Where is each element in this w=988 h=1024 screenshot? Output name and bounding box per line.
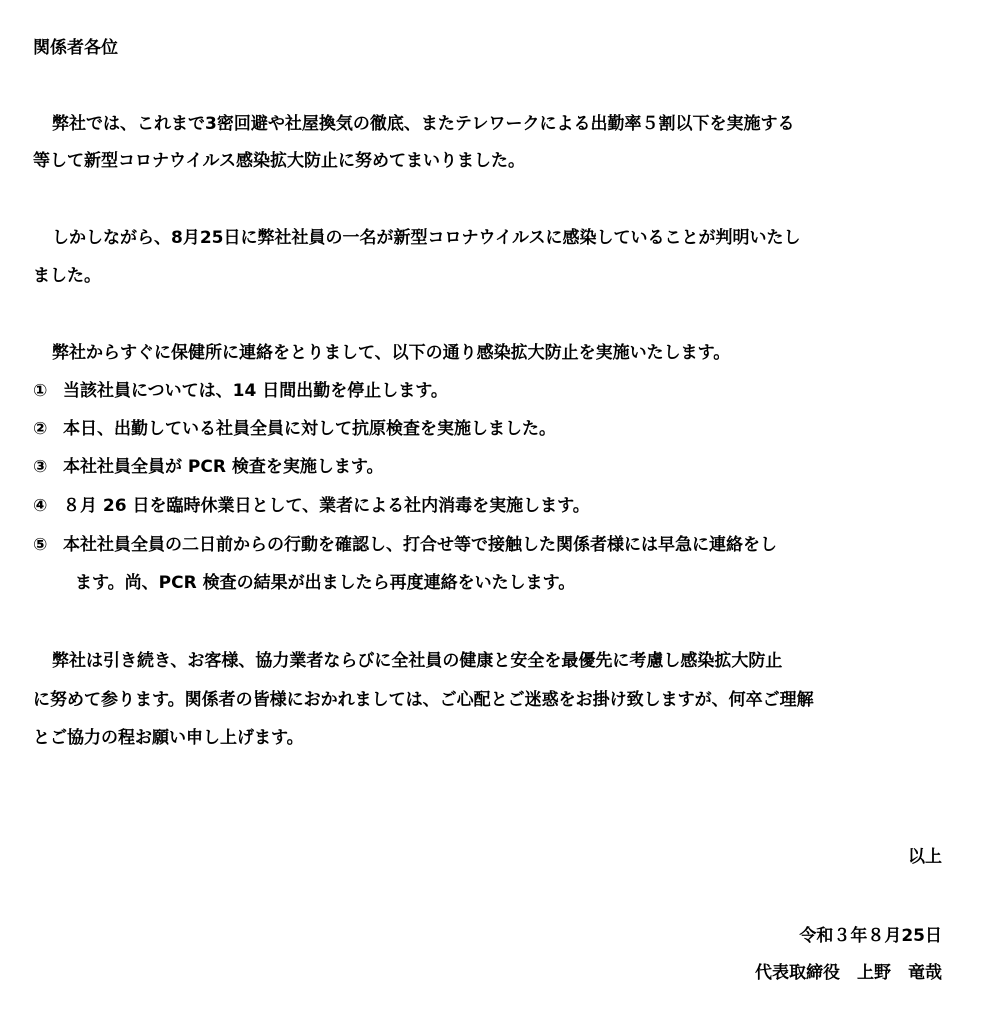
list-item-text: 本社社員全員の二日前からの行動を確認し、打合せ等で接触した関係者様には早急に連絡をし <box>63 535 777 555</box>
list-item-number: ③ <box>33 457 48 477</box>
paragraph-2-line-2: ました。 <box>33 266 101 286</box>
list-item-5-continuation: ます。尚、PCR 検査の結果が出ましたら再度連絡をいたします。 <box>75 573 576 593</box>
list-item-number: ① <box>33 381 48 401</box>
list-item-1 <box>33 380 448 402</box>
list-item-3 <box>33 456 384 478</box>
paragraph-1-line-1: 弊社では、これまで3密回避や社屋換気の徹底、またテレワークによる出勤率５割以下を実施する <box>52 114 795 134</box>
list-item-text: 本社社員全員が PCR 検査を実施します。 <box>63 457 384 477</box>
list-item-number: ⑤ <box>33 535 48 555</box>
closing-mark: 以上 <box>908 847 942 867</box>
list-item-2 <box>33 418 556 440</box>
list-item-text: ８月 26 日を臨時休業日として、業者による社内消毒を実施します。 <box>63 496 590 516</box>
salutation: 関係者各位 <box>33 38 118 58</box>
list-item-5 <box>33 534 777 556</box>
list-item-text: 本日、出勤している社員全員に対して抗原検査を実施しました。 <box>63 419 556 439</box>
list-item-number: ④ <box>33 496 48 516</box>
paragraph-4-line-2: に努めて参ります。関係者の皆様におかれましては、ご心配とご迷惑をお掛け致しますが、何卒ご理解 <box>33 690 814 710</box>
list-item-text: 当該社員については、14 日間出勤を停止します。 <box>63 381 448 401</box>
list-item-number: ② <box>33 419 48 439</box>
document-date: 令和３年８月25日 <box>799 926 942 946</box>
list-item-4 <box>33 495 590 517</box>
paragraph-2-line-1: しかしながら、8月25日に弊社社員の一名が新型コロナウイルスに感染していることが判明いたし <box>52 228 801 248</box>
paragraph-3-intro: 弊社からすぐに保健所に連絡をとりまして、以下の通り感染拡大防止を実施いたします。 <box>52 343 731 363</box>
paragraph-4-line-3: とご協力の程お願い申し上げます。 <box>33 728 304 748</box>
signatory: 代表取締役 上野 竜哉 <box>755 963 942 983</box>
paragraph-4-line-1: 弊社は引き続き、お客様、協力業者ならびに全社員の健康と安全を最優先に考慮し感染拡大防止 <box>52 651 783 671</box>
paragraph-1-line-2: 等して新型コロナウイルス感染拡大防止に努めてまいりました。 <box>33 151 525 171</box>
